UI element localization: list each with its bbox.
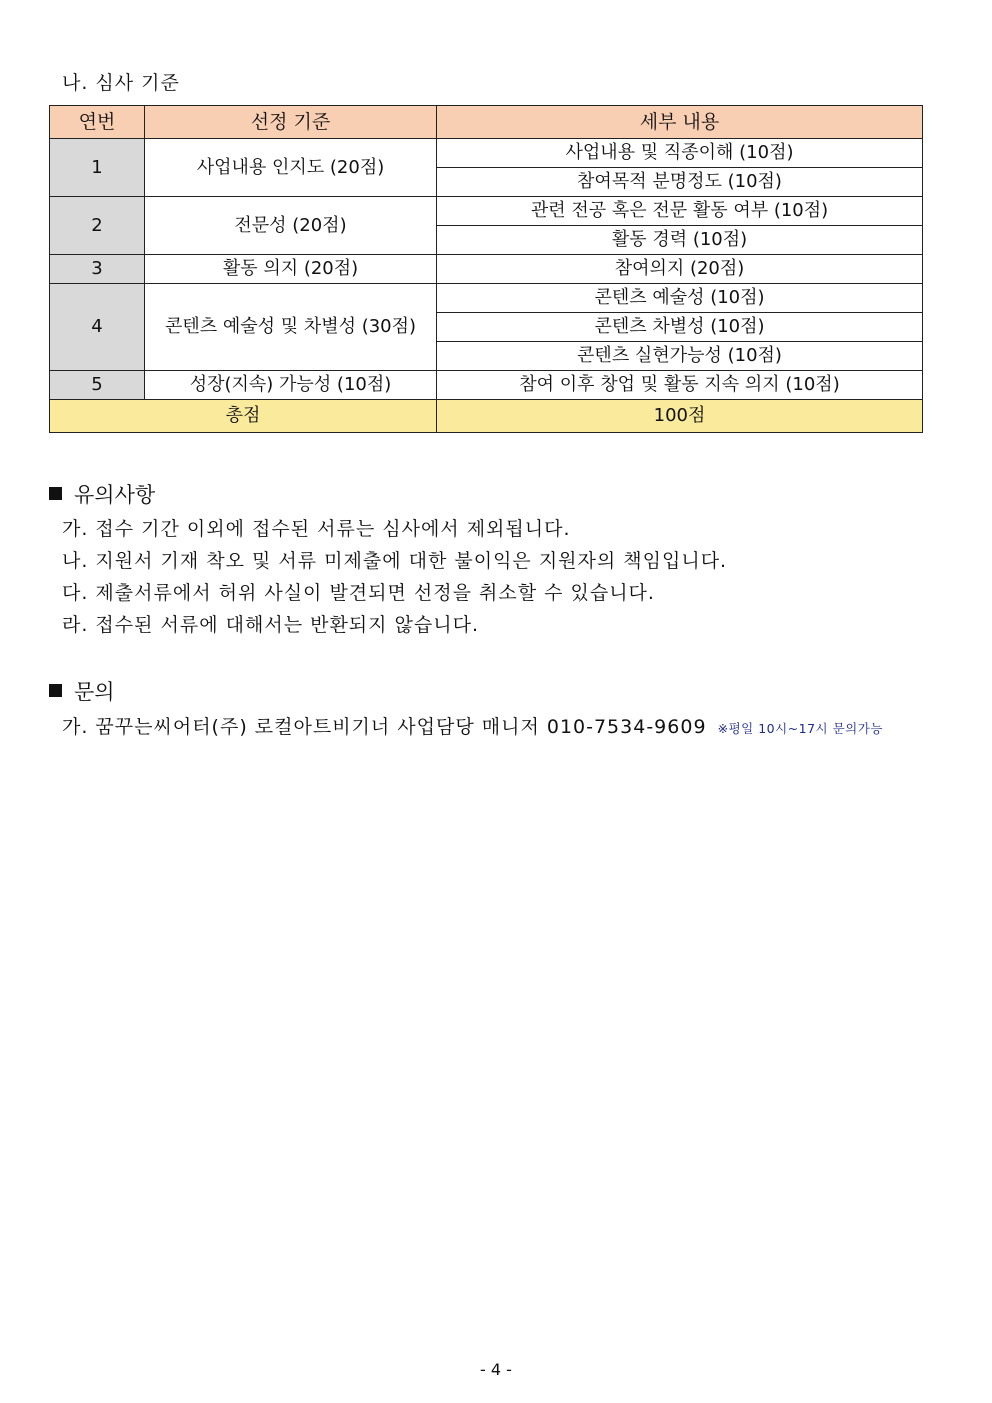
header-number: 연번: [50, 106, 145, 139]
list-item: 가. 접수 기간 이외에 접수된 서류는 심사에서 제외됩니다.: [62, 518, 571, 540]
header-details: 세부 내용: [437, 106, 923, 139]
row-criterion: 전문성 (20점): [145, 197, 437, 255]
row-detail: 활동 경력 (10점): [437, 226, 923, 255]
row-criterion: 콘텐츠 예술성 및 차별성 (30점): [145, 284, 437, 371]
row-number: 2: [50, 197, 145, 255]
list-item: 다. 제출서류에서 허위 사실이 발견되면 선정을 취소할 수 있습니다.: [62, 582, 655, 604]
row-criterion: 성장(지속) 가능성 (10점): [145, 371, 437, 400]
row-criterion: 사업내용 인지도 (20점): [145, 139, 437, 197]
row-number: 1: [50, 139, 145, 197]
header-criterion: 선정 기준: [145, 106, 437, 139]
table-row: [50, 284, 923, 313]
square-bullet-icon: [49, 684, 62, 697]
total-label: 총점: [50, 400, 437, 433]
row-number: 3: [50, 255, 145, 284]
row-detail: 콘텐츠 차별성 (10점): [437, 313, 923, 342]
row-detail: 관련 전공 혹은 전문 활동 여부 (10점): [437, 197, 923, 226]
row-detail: 참여 이후 창업 및 활동 지속 의지 (10점): [437, 371, 923, 400]
table-row: [50, 371, 923, 400]
inquiry-heading-text: 문의: [74, 680, 115, 704]
row-criterion: 활동 의지 (20점): [145, 255, 437, 284]
list-item: 라. 접수된 서류에 대해서는 반환되지 않습니다.: [62, 614, 480, 636]
total-value: 100점: [437, 400, 923, 433]
contact-line: [62, 712, 883, 739]
table-row: [50, 139, 923, 168]
page-number: - 4 -: [480, 1360, 512, 1379]
row-number: 4: [50, 284, 145, 371]
inquiry-heading: [49, 676, 115, 706]
contact-text: 가. 꿈꾸는씨어터(주) 로컬아트비기너 사업담당 매니저 010-7534-9609: [62, 716, 707, 738]
row-detail: 콘텐츠 실현가능성 (10점): [437, 342, 923, 371]
table-row: [50, 197, 923, 226]
row-detail: 사업내용 및 직종이해 (10점): [437, 139, 923, 168]
row-detail: 참여의지 (20점): [437, 255, 923, 284]
notice-list: [62, 513, 727, 641]
section-title: 나. 심사 기준: [62, 72, 180, 94]
row-detail: 콘텐츠 예술성 (10점): [437, 284, 923, 313]
row-detail: 참여목적 분명정도 (10점): [437, 168, 923, 197]
row-number: 5: [50, 371, 145, 400]
list-item: 나. 지원서 기재 착오 및 서류 미제출에 대한 불이익은 지원자의 책임입니다.: [62, 550, 728, 572]
contact-hours-note: ※평일 10시~17시 문의가능: [717, 721, 883, 736]
notice-heading-text: 유의사항: [74, 483, 156, 507]
table-row: [50, 255, 923, 284]
table-header-row: [50, 106, 923, 139]
criteria-table: [49, 105, 923, 433]
square-bullet-icon: [49, 487, 62, 500]
notice-heading: [49, 479, 155, 509]
table-total-row: [50, 400, 923, 433]
